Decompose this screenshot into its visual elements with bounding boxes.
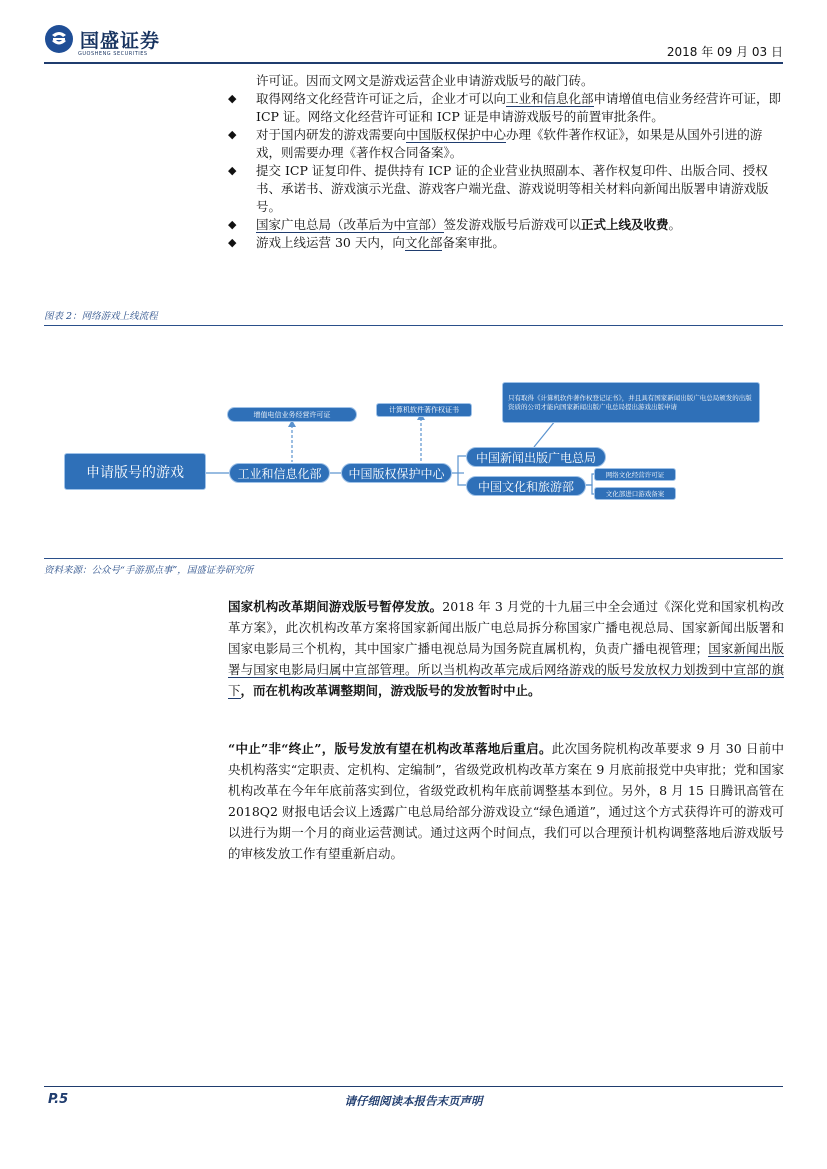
company-name: 国盛证券 [80, 29, 161, 52]
diamond-bullet-icon: ◆ [228, 218, 237, 231]
diagram-connectors [44, 330, 784, 556]
paragraph-1: 国家机构改革期间游戏版号暂停发放。2018 年 3 月党的十九届三中全会通过《深化党和国家机构改革方案》，此次机构改革方案将国家新闻出版广电总局拆分称国家广播电视总局、国家新闻出版署和国家电影局三个机构，其中国家广播电视总局为国务院直属机构，负责广播电视管理；国家新闻出版署与国家电影局归属中宣部管理。所以当机构改革完成后网络游戏的版号发放权力划拨到中宣部的旗下，而在机构改革调整期间，游戏版号的发放暂时中止。 [228, 599, 784, 698]
header-divider [44, 62, 783, 64]
list-item: ◆ 提交 ICP 证复印件、提供持有 ICP 证的企业营业执照副本、著作权复印件、出版合同、授权书、承诺书、游戏演示光盘、游戏客户端光盘、游戏说明等相关材料向新闻出版署申请游戏版号。 [228, 163, 769, 214]
figure-top-divider [44, 325, 783, 326]
diamond-bullet-icon: ◆ [228, 236, 237, 249]
logo-icon [44, 24, 74, 54]
figure-caption: 图表 2：网络游戏上线流程 [44, 311, 158, 322]
figure-source: 资料来源：公众号“手游那点事”，国盛证券研究所 [44, 565, 254, 576]
page-number: P.5 [48, 1092, 69, 1107]
footer-divider [44, 1086, 783, 1087]
list-item: ◆ 游戏上线运营 30 天内，向文化部备案审批。 [228, 235, 505, 250]
node-start: 申请版号的游戏 [64, 453, 206, 490]
node-icp-license: 增值电信业务经营许可证 [227, 407, 357, 422]
diamond-bullet-icon: ◆ [228, 164, 237, 177]
node-miit: 工业和信息化部 [229, 463, 330, 483]
footer-disclaimer: 请仔细阅读本报告末页声明 [344, 1094, 483, 1108]
diamond-bullet-icon: ◆ [228, 92, 237, 105]
bullet-list [228, 72, 784, 252]
company-name-en: GUOSHENG SECURITIES [78, 51, 148, 57]
continued-line: 许可证。因而文网文是游戏运营企业申请游戏版号的敲门砖。 [256, 73, 594, 88]
node-software-certificate: 计算机软件著作权证书 [376, 403, 472, 417]
flow-diagram [44, 330, 784, 556]
list-item: ◆ 国家广电总局（改革后为中宣部）签发游戏版号后游戏可以正式上线及收费。 [228, 217, 682, 232]
diamond-bullet-icon: ◆ [228, 128, 237, 141]
list-item: ◆ 对于国内研发的游戏需要向中国版权保护中心办理《软件著作权证》，如果是从国外引进的游戏，则需要办理《著作权合同备案》。 [228, 127, 763, 160]
node-publishing-note: 只有取得《计算机软件著作权登记证书》，并且具有国家新闻出版广电总局颁发的出版资质的公司才能向国家新闻出版广电总局提出游戏出版申请 [502, 382, 760, 423]
paragraph-2: “中止”非“终止”，版号发放有望在机构改革落地后重启。此次国务院机构改革要求 9 月 30 日前中央机构落实“定职责、定机构、定编制”，省级党政机构改革方案在 9 月底前报党中央审批；党和国家机构改革在今年年底前落实到位，省级党政机构年底前调整基本到位。另外，8 月 15 日腾讯高管在 2018Q2 财报电话会议上透露广电总局给部分游戏设立“绿色通道”，通过这个方式获得许可的游戏可以进行为期一个月的商业运营测试。通过这两个时间点，我们可以合理预计机构调整落地后游戏版号的审核发放工作有望重新启动。 [228, 741, 784, 861]
node-press-bureau: 中国新闻出版广电总局 [466, 447, 606, 467]
node-network-culture-license: 网络文化经营许可证 [594, 468, 676, 481]
company-logo [44, 24, 160, 54]
list-item: ◆ 取得网络文化经营许可证之后，企业才可以向工业和信息化部申请增值电信业务经营许可证，即 ICP 证。网络文化经营许可证和 ICP 证是申请游戏版号的前置审批条件。 [228, 91, 782, 124]
node-copyright-center: 中国版权保护中心 [341, 463, 452, 483]
report-date: 2018 年 09 月 03 日 [666, 45, 783, 59]
figure-bottom-divider [44, 558, 783, 559]
node-import-filing: 文化部进口游戏备案 [594, 487, 676, 500]
node-culture-ministry: 中国文化和旅游部 [466, 476, 586, 496]
